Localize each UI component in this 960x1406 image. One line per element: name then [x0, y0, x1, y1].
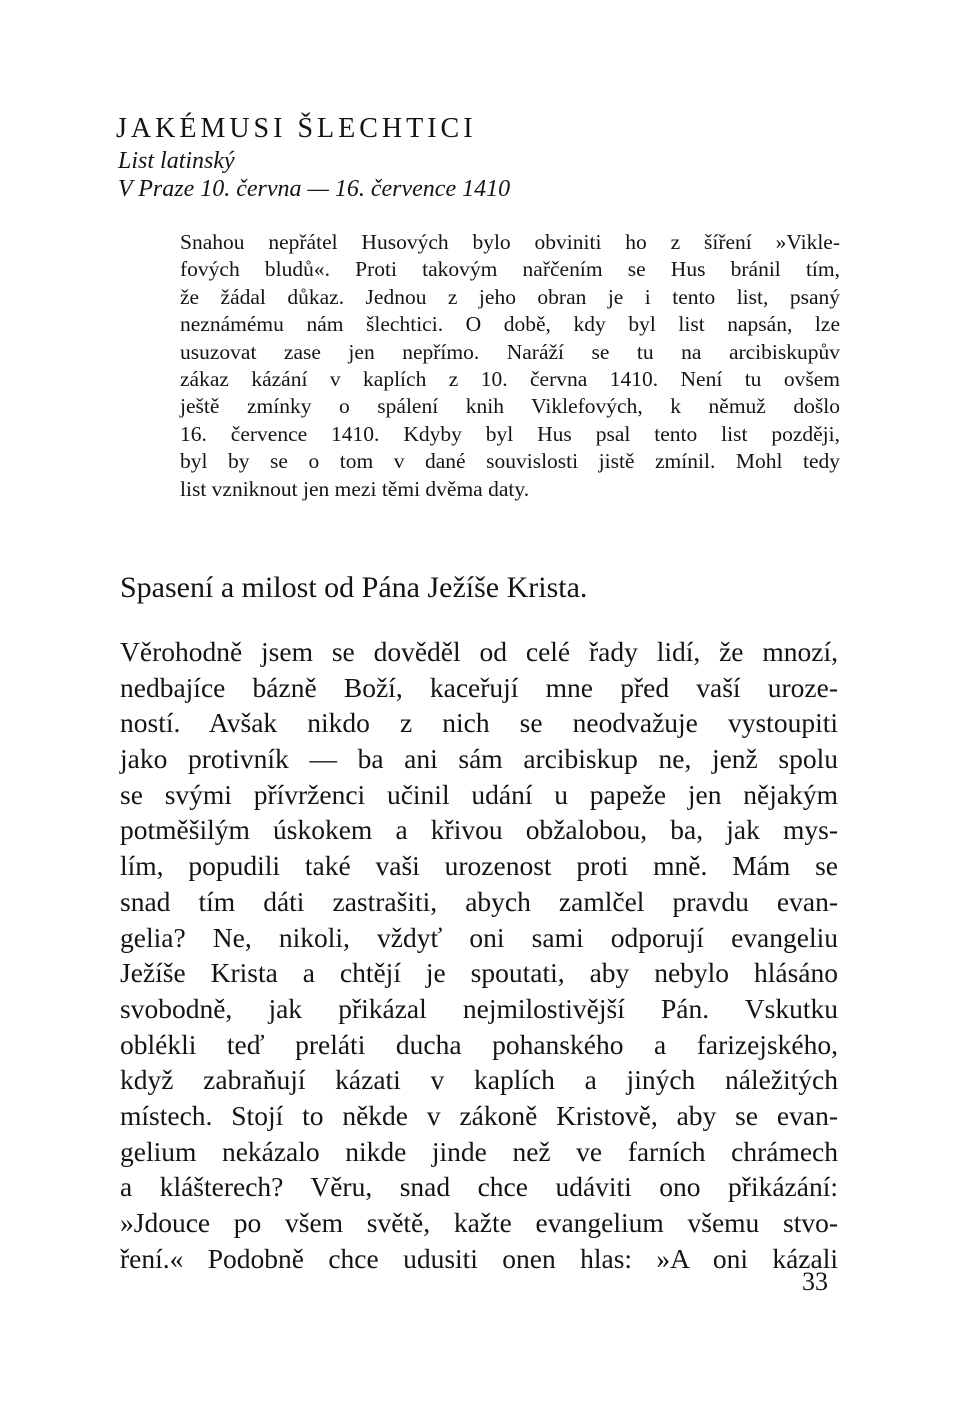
intro-line: neznámému nám šlechtici. O době, kdy byl list napsán, lze [180, 312, 840, 337]
body-line: gelia? Ne, nikoli, vždyť oni sami odporují evangeliu [120, 921, 838, 953]
letter-date-place: V Praze 10. června — 16. července 1410 [118, 176, 511, 202]
intro-line: usuzovat zase jen nepřímo. Naráží se tu na arcibiskupův [180, 339, 840, 364]
letter-title: JAKÉMUSI ŠLECHTICI [116, 113, 477, 144]
intro-line: 16. července 1410. Kdyby byl Hus psal tento list později, [180, 421, 840, 446]
editor-introduction [180, 229, 840, 503]
body-line: Ježíše Krista a chtějí je spoutati, aby nebylo hlásáno [120, 957, 838, 989]
body-line: ností. Avšak nikdo z nich se neodvažuje vystoupiti [120, 707, 838, 739]
page-number: 33 [802, 1267, 828, 1296]
body-line: ření.« Podobně chce udusiti onen hlas: »A oni kázali [120, 1242, 838, 1274]
letter-language-note: List latinský [118, 148, 235, 174]
body-line: potměšilým úskokem a křivou obžalobou, ba, jak mys- [120, 814, 838, 846]
intro-line: Snahou nepřátel Husových bylo obviniti ho z šíření »Vikle- [180, 230, 840, 254]
intro-line: list vzniknout jen mezi těmi dvěma daty. [180, 476, 530, 501]
body-line: lím, popudili také vaši urozenost proti mně. Mám se [120, 850, 838, 882]
intro-line: že žádal důkaz. Jednou z jeho obran je i tento list, psaný [180, 284, 840, 309]
body-line: oblékli teď preláti ducha pohanského a farizejského, [120, 1028, 838, 1060]
intro-line: ještě zmínky o spálení knih Viklefových, k němuž došlo [180, 394, 840, 419]
letter-salutation: Spasení a milost od Pána Ježíše Krista. [120, 571, 588, 604]
body-line: Věrohodně jsem se dověděl od celé řady lidí, že mnozí, [120, 636, 838, 667]
body-line: se svými přívrženci učinil udání u papeže jen nějakým [120, 778, 838, 810]
body-line: když zabraňují kázati v kaplích a jiných náležitých [120, 1064, 838, 1096]
body-line: a klášterech? Věru, snad chce udáviti ono přikázání: [120, 1171, 838, 1203]
letter-body [120, 634, 838, 1276]
intro-line: byl by se o tom v dané souvislosti jistě zmínil. Mohl tedy [180, 449, 840, 474]
body-line: snad tím dáti zastrašiti, abych zamlčel pravdu evan- [120, 885, 838, 917]
body-line: svobodně, jak přikázal nejmilostivější Pán. Vskutku [120, 992, 838, 1024]
body-line: gelium nekázalo nikde jinde než ve farních chrámech [120, 1135, 838, 1167]
body-line: jako protivník — ba ani sám arcibiskup ne, jenž spolu [120, 743, 838, 775]
body-line: nedbajíce bázně Boží, kaceřují mne před vaší uroze- [120, 671, 838, 703]
intro-line: fových bludů«. Proti takovým nařčením se Hus bránil tím, [180, 257, 840, 282]
body-line: »Jdouce po všem světě, kažte evangelium všemu stvo- [120, 1207, 838, 1238]
body-line: místech. Stojí to někde v zákoně Kristově, aby se evan- [120, 1099, 838, 1131]
intro-line: zákaz kázání v kaplích z 10. června 1410. Není tu ovšem [180, 366, 840, 391]
